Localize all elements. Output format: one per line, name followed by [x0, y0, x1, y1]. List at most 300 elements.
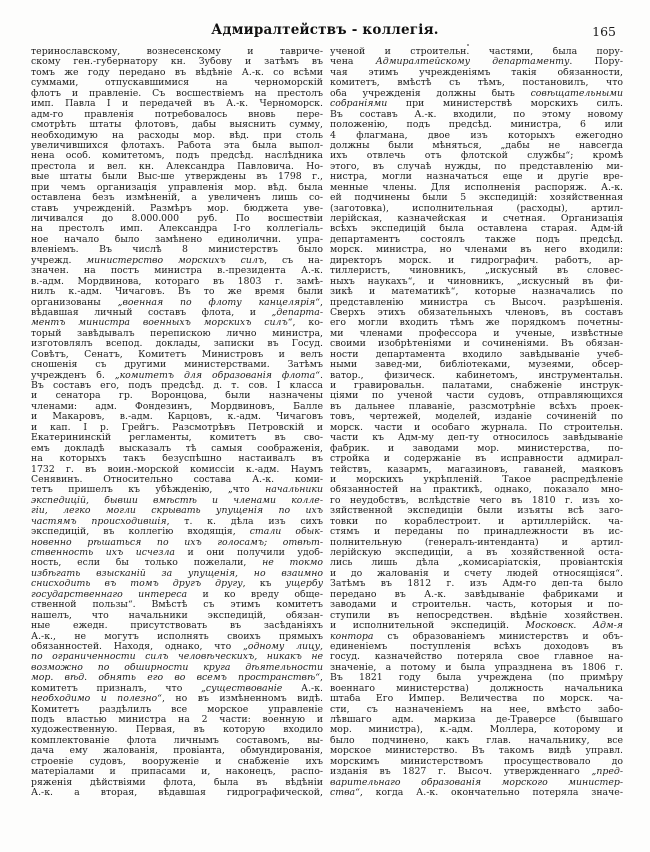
- text-run: полнительную (генералъ-интенданта) и артил-: [330, 537, 623, 548]
- text-run: и кап. I р. Грейгъ. Разсмотрѣвъ Петровскій и: [31, 422, 323, 433]
- text-line: [31, 256, 323, 266]
- text-run-italic: „пред-: [591, 767, 623, 778]
- text-run: всѣхъ экспедицій была оставлена старая. Адм-ій: [330, 224, 623, 235]
- text-run: значен. на постъ министра в.-президента А.-к.: [31, 266, 323, 277]
- text-run: тиллеристъ, чиновникъ, „искусный въ словес-: [330, 266, 623, 277]
- text-run: и морскихъ укрѣпленій. Такое распредѣленіе: [330, 474, 623, 485]
- text-line: [330, 611, 623, 621]
- text-run: ціями по ученой части судовъ, отправляющихся: [330, 391, 623, 402]
- text-line: [31, 78, 323, 88]
- text-run: морск. министра, но членами въ него входили:: [330, 245, 623, 256]
- text-run-italic: совѣщательными: [530, 88, 623, 99]
- text-run: ми членами профессора и ученые, извѣстные: [330, 328, 623, 339]
- text-run: и до жалованія и счету людей относящіяся“.: [330, 568, 623, 579]
- text-run: лись лишь дѣла „комисаріатскія, провіантскія: [330, 558, 623, 569]
- text-run: штаба Его Импер. Величества по морск. ча-: [330, 694, 623, 705]
- text-run: чая этимъ учрежденіямъ такія обязанности,: [330, 67, 623, 78]
- text-run: учрежд.: [31, 255, 87, 266]
- text-line: [330, 590, 623, 600]
- text-run-italic: ущербу: [285, 579, 323, 590]
- text-line: [330, 172, 623, 182]
- text-run: было подчинено, какъ глав. начальнику, все: [330, 735, 623, 746]
- text-run: и они получили удоб-: [175, 548, 323, 558]
- text-line: [31, 193, 323, 203]
- text-line: [330, 162, 623, 172]
- text-run: А.-к.: [282, 683, 323, 694]
- text-line: [31, 120, 323, 130]
- text-run: нистра, могли назначаться еще и другіе вре-: [330, 172, 623, 183]
- text-run-italic: Адмиралтейскому департаменту: [375, 57, 570, 68]
- text-run: изданія въ 1827 г. Высоч. утвержденнаго: [330, 767, 592, 778]
- text-run: тетъ пришелъ къ убѣжденію, „что: [31, 485, 266, 496]
- text-line: [330, 381, 623, 391]
- text-run: представленію министра съ Высоч. разрѣшенія.: [330, 297, 623, 308]
- page-header-title: Адмиралтействъ - коллегія.: [211, 22, 439, 38]
- text-line: [31, 715, 323, 725]
- text-line: [330, 287, 623, 297]
- text-line: [31, 141, 323, 151]
- text-run-italic: необходимо и полезно“: [31, 694, 162, 705]
- text-run-italic: „комитетъ для образованія флота“: [114, 370, 321, 381]
- text-line: [330, 715, 623, 725]
- text-line: [31, 684, 323, 694]
- text-run: Сенявинъ. Относительно состава А.-к. коми-: [31, 474, 323, 485]
- text-run: госуд. казначейство потеряла свое главное на-: [330, 652, 623, 663]
- text-run-italic: стали обык-: [249, 527, 323, 538]
- scan-artifact-dot: [467, 44, 469, 46]
- text-line: [330, 496, 623, 506]
- text-line: [31, 517, 323, 527]
- text-line: [31, 652, 323, 662]
- text-line: [330, 600, 623, 610]
- text-run: мор. министра), к.-адм. Моллера, которому и: [330, 725, 623, 736]
- text-line: [31, 663, 323, 673]
- text-run: менные члены. Для исполненія распоряж. А.-к.: [330, 182, 623, 193]
- text-run: фабрик. и заводами мор. министерства, по-: [330, 443, 623, 454]
- text-line: [330, 224, 623, 234]
- text-line: [330, 538, 623, 548]
- text-run: передано въ А.-к. завѣдываніе фабриками и: [330, 589, 623, 600]
- text-line: [31, 360, 323, 370]
- text-line: [31, 214, 323, 224]
- text-run: этого, въ случаѣ нужды, по представленію ми-: [330, 161, 623, 172]
- text-run: товки по кораблестроит. и артиллерійск. ча-: [330, 516, 623, 527]
- text-run: морскимъ министерствомъ просуществовало до: [330, 756, 623, 767]
- text-line: [31, 548, 323, 558]
- text-run: . Пору-: [569, 57, 623, 68]
- text-line: [31, 339, 323, 349]
- text-run-italic: „одному лицу,: [242, 641, 323, 652]
- text-run: лѣвшаго адм. маркиза де-Траверсе (бывшаго: [330, 715, 623, 725]
- text-run-italic: экспедицій, бывши вмѣстѣ и членами колле-: [31, 495, 323, 506]
- text-run: Въ составъ А.-к. входили, по этому новому: [330, 109, 623, 120]
- text-run: ставъ учрежденій. Размѣръ мор. бюджета уве-: [31, 203, 323, 214]
- text-run: необходимую на расходы мор. вѣд. при столь: [31, 130, 323, 141]
- text-run: зяйственной экспедиціи были изъяты всѣ заго-: [330, 506, 623, 517]
- text-line: [330, 412, 623, 422]
- text-run-italic: начальники: [265, 485, 323, 496]
- text-run: художественную. Первая, въ которую входило: [31, 725, 323, 736]
- text-run: А.-к. а вторая, вѣдавшая гидрографической,: [31, 788, 323, 799]
- text-line: [31, 538, 323, 548]
- text-line: [31, 485, 323, 495]
- text-line: [330, 444, 623, 454]
- text-run: ственной пользы“. Вмѣстѣ съ этимъ комитетъ: [31, 600, 323, 611]
- text-run: зикѣ и математикѣ“, которые назначались по: [330, 287, 623, 298]
- text-line: [31, 131, 323, 141]
- text-run: флотъ и правленіе. Съ восшествіемъ на престолъ: [31, 88, 323, 99]
- text-run: .: [320, 370, 323, 381]
- text-line: [31, 705, 323, 715]
- text-run-italic: „существованіе: [201, 683, 283, 694]
- text-run: членами: адм. Фондезинъ, Мордвиновъ, Балле: [31, 401, 323, 412]
- text-run: на которыхъ такъ безуспѣшно настаивалъ въ: [31, 454, 323, 465]
- text-run: организованы: [31, 297, 118, 308]
- text-run: , ко-: [292, 318, 323, 329]
- text-run: подъ властью министра на 2 части: военную и: [31, 715, 323, 725]
- text-run: оба учрежденія должны быть: [330, 88, 531, 99]
- text-run: , но въ измѣненномъ видѣ.: [161, 694, 323, 705]
- text-run: экспедицій, въ коллегію входящія,: [31, 527, 250, 538]
- text-line: [330, 725, 623, 735]
- text-run: его могли входить тѣмъ же порядкомъ почетны-: [330, 318, 623, 329]
- text-line: [330, 642, 623, 652]
- text-line: [31, 465, 323, 475]
- text-run: единеніемъ поступленія всѣхъ доходовъ въ: [330, 641, 623, 652]
- text-line: [31, 350, 323, 360]
- text-run: и гравировальн. палатами, снабженіе инструк-: [330, 381, 623, 391]
- text-run: сношенія съ другими министерствами. Затѣмъ: [31, 360, 323, 371]
- text-run: емъ докладѣ высказалъ тѣ самыя соображенія,: [31, 443, 323, 454]
- text-line: [31, 736, 323, 746]
- text-run: Въ составъ его, подъ предсѣд. д. т. сов. I класса: [31, 381, 323, 391]
- text-run: томъ же году передано въ вѣдѣніе А.-к. со всѣми: [31, 67, 323, 78]
- text-run-italic: снисходить въ томъ другъ другу: [31, 579, 243, 590]
- text-run: ныхъ наукахъ“, и чиновникъ, „искусный въ фи-: [330, 276, 623, 287]
- text-line: [330, 360, 623, 370]
- text-run: вые штаты были Выс-ше утверждены въ 1798 г.,: [31, 172, 323, 183]
- text-run: ,: [320, 673, 323, 684]
- text-run: лерійская, казначейская и счетная. Организація: [330, 214, 623, 224]
- text-line: [330, 214, 623, 224]
- text-run: департаментъ состоялъ также подъ предсѣд.: [330, 234, 623, 245]
- text-run: ными завед-ми, библіотеками, музеями, обсер-: [330, 360, 623, 371]
- text-run: в.-адм. Мордвинова, котораго въ 1803 г. замѣ-: [31, 276, 323, 287]
- text-run: , т. к. дѣла изъ сихъ: [166, 516, 323, 527]
- text-line: [330, 454, 623, 464]
- text-line: [31, 590, 323, 600]
- text-line: [31, 767, 323, 777]
- text-run-italic: мор. вѣд. обнять его во всемъ пространствѣ“: [31, 673, 321, 684]
- text-run: положенію, подъ предсѣд. министра, 6 или: [330, 120, 623, 131]
- text-run: ученой и строительн. частями, была пору-: [330, 47, 623, 57]
- text-run: сти, съ назначеніемъ на нее, вмѣсто забо-: [330, 704, 623, 715]
- text-line: [31, 600, 323, 610]
- text-run-italic: „военная по флоту канцелярія“: [117, 297, 321, 308]
- text-line: [330, 329, 623, 339]
- text-run: при чемъ организація управленія мор. вѣд. была: [31, 182, 323, 193]
- text-line: [330, 245, 623, 255]
- text-run: (заготовка), исполнительная (расходы), артил-: [330, 203, 623, 214]
- text-line: [330, 47, 623, 57]
- text-run: и исполнительной экспедицій.: [330, 621, 526, 632]
- text-line: [31, 621, 323, 631]
- text-line: [330, 673, 623, 683]
- text-line: [330, 569, 623, 579]
- text-run: 4 флагмана, двое изъ которыхъ ежегодно: [330, 130, 623, 141]
- text-line: [330, 433, 623, 443]
- text-line: [31, 298, 323, 308]
- text-line: [31, 433, 323, 443]
- text-run: морское министерство. Въ такомъ видѣ управл.: [330, 746, 623, 757]
- text-line: [330, 778, 623, 788]
- text-line: [31, 527, 323, 537]
- text-run: престола и вел. кн. Александра Павловича. Но-: [31, 161, 323, 172]
- text-line: [330, 579, 623, 589]
- text-line: [330, 308, 623, 318]
- text-run-italic: министерство морскихъ силъ: [86, 255, 265, 266]
- text-line: [330, 78, 623, 88]
- text-run-italic: не токмо: [262, 558, 323, 569]
- text-run: ное начало было замѣнено единолични. упра-: [31, 234, 323, 245]
- text-line: [31, 506, 323, 516]
- text-line: [31, 642, 323, 652]
- text-line: [330, 151, 623, 161]
- text-run: директоръ морск. и гидрографич. работъ, ар-: [330, 255, 623, 266]
- text-run: ность, если бы только пожелали,: [31, 558, 263, 569]
- text-run: ности департамента входило завѣдываніе учеб-: [330, 349, 623, 360]
- text-run: суммами, отпускавшимися на черноморскій: [31, 78, 323, 89]
- text-run: матеріалами и припасами и, наконецъ, распо-: [31, 767, 323, 778]
- text-line: [330, 183, 623, 193]
- text-line: [31, 391, 323, 401]
- text-run: при министерствѣ морскихъ силъ.: [387, 99, 623, 110]
- text-run: и Макаровъ, в.-адм. Карцовъ, к.-адм. Чичаговъ: [31, 412, 323, 423]
- text-line: [330, 277, 623, 287]
- text-line: [31, 778, 323, 788]
- text-line: [330, 465, 623, 475]
- text-run: комплектованіе флота личнымъ составомъ, вы-: [31, 735, 323, 746]
- text-run: Комитетъ раздѣлилъ все морское управленіе: [31, 704, 323, 715]
- text-run: лерійскую экспедиціи, а въ хозяйственной оста-: [330, 548, 623, 558]
- text-line: [330, 99, 623, 109]
- text-run: А.-к., не могутъ исполнять своихъ прямыхъ: [31, 631, 323, 642]
- text-run-italic: возможно по обширности круга дѣятельности: [31, 662, 323, 673]
- text-line: [31, 99, 323, 109]
- text-run: го неудобствъ, вслѣдствіе чего въ 1810 г. изъ хо-: [330, 495, 623, 506]
- text-run: ихъ отвлечь отъ флотской службы“; кромѣ: [330, 151, 623, 162]
- text-column-left: [31, 47, 323, 799]
- text-line: [330, 298, 623, 308]
- text-run: съ образованіемъ министерствъ и объ-: [373, 631, 623, 642]
- text-line: [330, 663, 623, 673]
- text-line: [330, 339, 623, 349]
- text-line: [31, 183, 323, 193]
- text-line: [330, 736, 623, 746]
- text-line: [31, 47, 323, 57]
- text-run: стройка и содержаніе въ исправности адмирал-: [330, 454, 623, 465]
- text-line: [330, 705, 623, 715]
- text-line: [330, 632, 623, 642]
- text-run: ,: [320, 297, 323, 308]
- text-run-italic: ственность ихъ исчезла: [31, 548, 175, 558]
- text-run: ей подчинены были 5 экспедицій: хозяйственная: [330, 193, 623, 204]
- text-line: [31, 57, 323, 67]
- text-line: [330, 621, 623, 631]
- text-run-italic: контора: [330, 631, 374, 642]
- text-run-italic: частямъ происходившія: [31, 516, 167, 527]
- text-line: [31, 788, 323, 798]
- text-run: 1732 г. въ воин.-морской комиссіи к.-адм. Наумъ: [31, 464, 323, 475]
- text-line: [330, 423, 623, 433]
- text-line: [31, 371, 323, 381]
- text-run: обязанностей на практикѣ, однако, показало мно-: [330, 485, 623, 496]
- text-run: на престолъ имп. Александра I-го коллегіаль-: [31, 224, 323, 235]
- text-run: заводами и строительн. часть, которыя и по-: [330, 600, 623, 611]
- text-run: Въ 1821 году была учреждена (по примѣру: [330, 673, 623, 684]
- text-line: [31, 89, 323, 99]
- text-run: нилъ к.-адм. Чичаговъ. Въ то же время были: [31, 287, 323, 298]
- text-line: [330, 475, 623, 485]
- text-run: и сенатора гр. Воронцова, были назначены: [31, 391, 323, 402]
- text-line: [330, 767, 623, 777]
- text-line: [31, 569, 323, 579]
- text-line: [31, 308, 323, 318]
- text-line: [31, 287, 323, 297]
- text-run-italic: гіи, легко могли скрывать упущенія по ихъ: [31, 506, 323, 517]
- text-run: и ко вреду обще-: [187, 589, 323, 600]
- text-run: скому ген.-губернатору кн. Зубову и затѣмъ въ: [31, 57, 323, 68]
- text-run: ряженія дѣйствіями флота, была въ вѣдѣніи: [31, 777, 323, 788]
- text-run: ступили въ непосредствен. вѣдѣніе хозяйствен.: [330, 610, 623, 621]
- text-line: [31, 162, 323, 172]
- text-line: [31, 318, 323, 328]
- text-run: Затѣмъ въ 1812 г. изъ Адм-го деп-та было: [330, 579, 623, 590]
- text-line: [330, 350, 623, 360]
- text-run-italic: Московск. Адм-я: [525, 621, 623, 632]
- text-line: [330, 204, 623, 214]
- text-run: Совѣтъ, Сенатъ, Комитетъ Министровъ и велъ: [31, 349, 323, 360]
- text-line: [31, 235, 323, 245]
- text-run: смотрѣть штаты флотовъ, дабы выяснить сумму,: [31, 120, 323, 131]
- text-line: [31, 632, 323, 642]
- text-run: нена особ. комитетомъ, подъ предсѣд. наслѣдника: [31, 151, 323, 162]
- text-run: изготовлялъ всепод. доклады, записки въ Госуд.: [31, 339, 323, 350]
- text-run: должны были мѣняться, „дабы не навсегда: [330, 140, 623, 151]
- text-line: [330, 193, 623, 203]
- page-number: 165: [592, 24, 616, 39]
- text-line: [330, 371, 623, 381]
- text-run: дача ему жалованія, провіанта, обмундированія,: [31, 746, 323, 757]
- text-run-italic: ментъ министра военныхъ морскихъ силъ“: [31, 318, 293, 329]
- text-line: [330, 266, 623, 276]
- text-line: [31, 725, 323, 735]
- text-run: обязанностей. Находя, однако, что: [31, 641, 243, 652]
- text-run: оставлена безъ измѣненій, а увеличенъ лишь со-: [31, 193, 323, 204]
- text-line: [330, 788, 623, 798]
- text-line: [330, 402, 623, 412]
- text-run: ные ежедн. присутствовать въ засѣданіяхъ: [31, 621, 323, 632]
- text-run-italic: по ограниченности силъ человѣческихъ, никакъ не: [31, 652, 323, 663]
- text-line: [330, 694, 623, 704]
- text-line: [31, 266, 323, 276]
- text-line: [31, 204, 323, 214]
- text-line: [31, 673, 323, 683]
- text-line: [31, 579, 323, 589]
- text-run: значеніе, а потому и была упразднена въ 1806 г.: [330, 662, 623, 673]
- text-line: [31, 746, 323, 756]
- text-line: [330, 120, 623, 130]
- text-line: [330, 652, 623, 662]
- text-line: [31, 110, 323, 120]
- text-line: [31, 172, 323, 182]
- text-line: [31, 454, 323, 464]
- text-run-italic: варительнаго образованія морского министер-: [330, 777, 623, 788]
- text-line: [330, 68, 623, 78]
- text-line: [31, 412, 323, 422]
- text-line: [31, 68, 323, 78]
- text-line: [31, 694, 323, 704]
- text-run: увеличившихся флотахъ. Работа эта была выпол-: [31, 140, 323, 151]
- text-run: , съ на-: [264, 255, 323, 266]
- text-line: [31, 224, 323, 234]
- text-run-italic: ства“: [330, 788, 360, 799]
- text-line: [330, 746, 623, 756]
- text-run: , когда А.-к. окончательно потеряла значе-: [359, 788, 623, 799]
- text-line: [330, 684, 623, 694]
- text-line: [330, 506, 623, 516]
- text-run: учрежденъ б.: [31, 370, 115, 381]
- text-line: [31, 402, 323, 412]
- text-line: [31, 423, 323, 433]
- text-run: своими изобрѣтеніями и сочиненіями. Въ обязан-: [330, 339, 623, 350]
- text-run-italic: новенно рѣшаться по ихъ голосамъ; отвѣт-: [31, 537, 323, 548]
- text-run: нашелъ, что начальники экспедицій, обязан-: [31, 610, 323, 621]
- text-line: [31, 757, 323, 767]
- text-run-italic: собраніями: [330, 99, 388, 110]
- text-line: [330, 131, 623, 141]
- text-run: вленіемъ. Въ числѣ 8 министерствъ было: [31, 245, 323, 256]
- text-run: имп. Павла I и передачей въ А.-к. Черноморск.: [31, 99, 323, 110]
- text-run: личивался до 8.000.000 руб. По восшествіи: [31, 214, 323, 224]
- text-line: [330, 517, 623, 527]
- text-line: [31, 558, 323, 568]
- text-line: [330, 57, 623, 67]
- text-run: въ дальнее плаваніе, разсмотрѣніе всѣхъ проек-: [330, 401, 623, 412]
- text-line: [31, 245, 323, 255]
- text-line: [330, 757, 623, 767]
- text-run: товъ, чертежей, моделей, изданіе сочиненій по: [330, 412, 623, 423]
- text-line: [31, 277, 323, 287]
- text-line: [330, 110, 623, 120]
- text-run-italic: „департа-: [271, 307, 323, 318]
- text-line: [31, 444, 323, 454]
- text-run: , къ: [242, 579, 286, 590]
- text-run: морск. части и особаго журнала. По строительн.: [330, 422, 623, 433]
- text-run: Екатерининскій регламенты, комитетъ въ сво-: [31, 433, 323, 444]
- text-line: [31, 611, 323, 621]
- text-line: [330, 89, 623, 99]
- text-line: [330, 527, 623, 537]
- text-run: адм-го правленія потребовалось вновь пере-: [31, 109, 323, 120]
- text-run: части къ Адм-му деп-ту относилось завѣдываніе: [330, 433, 623, 444]
- text-line: [330, 318, 623, 328]
- text-line: [31, 496, 323, 506]
- text-line: [330, 235, 623, 245]
- text-line: [330, 391, 623, 401]
- text-run: Сверхъ этихъ обязательныхъ членовъ, въ составъ: [330, 307, 623, 318]
- text-line: [31, 151, 323, 161]
